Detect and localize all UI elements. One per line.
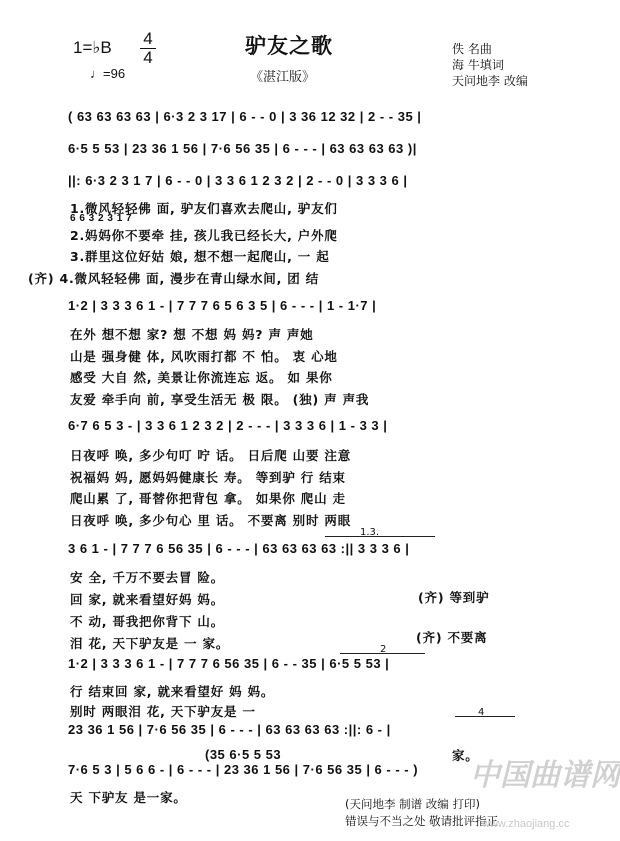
volta-bracket-13 bbox=[325, 536, 435, 537]
lyric-line: 祝福妈 妈, 愿妈妈健康长 寿。 等到驴 行 结束 bbox=[70, 470, 346, 485]
lyric-line: 感受 大自 然, 美景让你流连忘 返。 如 果你 bbox=[70, 370, 333, 385]
credit-composer: 佚 名曲 bbox=[452, 42, 492, 56]
lyric-line: 泪 花, 天下驴友是 一 家。 bbox=[70, 636, 230, 651]
footer-note: 错误与不当之处 敬请批评指正 bbox=[345, 814, 499, 828]
time-signature bbox=[140, 30, 156, 67]
volta-label-4: 4 bbox=[478, 707, 485, 718]
notation-line: ( 63 63 63 63 | 6·3 2 3 17 | 6 - - 0 | 3 36 12 32 | 2 - - 35 | bbox=[68, 109, 422, 124]
notation-line: 6·7 6 5 3 - | 3 3 6 1 2 3 2 | 2 - - - | 3 3 3 6 | 1 - 3 3 | bbox=[68, 418, 388, 433]
notation-line: 3 6 1 - | 7 7 7 6 56 35 | 6 - - - | 63 63 63 63 :|| 3 3 3 6 | bbox=[68, 541, 410, 556]
notation-line: 7·6 5 3 | 5 6 6 - | 6 - - - | 23 36 1 56 | 7·6 56 35 | 6 - - - ) bbox=[68, 762, 419, 777]
notation-line: 1·2 | 3 3 3 6 1 - | 7 7 7 6 56 35 | 6 - - 35 | 6·5 5 53 | bbox=[68, 656, 390, 671]
lyric-line: 1.微风轻轻佛 面, 驴友们喜欢去爬山, 驴友们 bbox=[70, 201, 338, 216]
lyric-line: 日夜呼 唤, 多少句叮 咛 话。 日后爬 山要 注意 bbox=[70, 448, 352, 463]
volta-label-2: 2 bbox=[380, 644, 387, 655]
notation-line: 6·5 5 53 | 23 36 1 56 | 7·6 56 35 | 6 - - - | 63 63 63 63 )| bbox=[68, 141, 417, 156]
notation-line: (35 6·5 5 53 bbox=[205, 747, 282, 762]
notation-line: 6 6 3 2 3 1 7 bbox=[70, 213, 133, 224]
lyric-line: 行 结束回 家, 就来看望好 妈 妈。 bbox=[70, 684, 275, 699]
inline-label-buyao: (齐) 不要离 bbox=[416, 630, 488, 645]
lyric-line: 在外 想不想 家? 想 不想 妈 妈? 声 声她 bbox=[70, 327, 314, 342]
volta-bracket-4 bbox=[455, 716, 515, 717]
lyric-line: 3.群里这位好姑 娘, 想不想一起爬山, 一 起 bbox=[70, 249, 330, 264]
lyric-line: 别时 两眼泪 花, 天下驴友是 一 bbox=[70, 704, 256, 719]
volta-label-13: 1.3. bbox=[360, 527, 380, 538]
song-title: 驴友之歌 bbox=[245, 33, 333, 58]
notation-line: 23 36 1 56 | 7·6 56 35 | 6 - - - | 63 63 63 63 :||: 6 - | bbox=[68, 722, 391, 737]
credit-arranger: 天问地李 改编 bbox=[452, 74, 528, 88]
meter-top: 4 bbox=[143, 29, 153, 48]
lyric-line: (齐) 4.微风轻轻佛 面, 漫步在青山绿水间, 团 结 bbox=[28, 271, 320, 286]
meter-bottom: 4 bbox=[143, 48, 153, 67]
inline-label-dengdao: (齐) 等到驴 bbox=[418, 590, 490, 605]
lyric-line: 山是 强身健 体, 风吹雨打都 不 怕。 衷 心地 bbox=[70, 349, 338, 364]
key-signature: 1=♭B bbox=[73, 38, 112, 57]
lyric-line: 友爱 牵手向 前, 享受生活无 极 限。 (独) 声 声我 bbox=[70, 392, 370, 407]
watermark-logo: 中国曲谱网 bbox=[470, 758, 620, 793]
lyric-line: 日夜呼 唤, 多少句心 里 话。 不要离 别时 两眼 bbox=[70, 513, 352, 528]
lyric-line: 天 下驴友 是一家。 bbox=[70, 790, 187, 805]
lyric-line: 安 全, 千万不要去冒 险。 bbox=[70, 570, 225, 585]
lyric-line: 爬山累 了, 哥替你把背包 拿。 如果你 爬山 走 bbox=[70, 491, 346, 506]
notation-line: 1·2 | 3 3 3 6 1 - | 7 7 7 6 5 6 3 5 | 6 - - - | 1 - 1·7 | bbox=[68, 298, 377, 313]
notation-line: ||: 6·3 2 3 1 7 | 6 - - 0 | 3 3 6 1 2 3 2 | 2 - - 0 | 3 3 3 6 | bbox=[68, 173, 408, 188]
lyric-line: 2.妈妈你不要牵 挂, 孩儿我已经长大, 户外爬 bbox=[70, 228, 338, 243]
lyric-line: 回 家, 就来看望好妈 妈。 bbox=[70, 592, 225, 607]
tempo-marking: ♩=96 bbox=[90, 66, 126, 81]
edition-label: 《湛江版》 bbox=[250, 70, 316, 85]
credit-lyricist: 海 牛填词 bbox=[452, 58, 504, 72]
footer-credit: (天问地李 制谱 改编 打印) bbox=[345, 797, 480, 811]
lyric-line: 不 动, 哥我把你背下 山。 bbox=[70, 614, 225, 629]
inline-label-jia: 家。 bbox=[452, 748, 479, 763]
watermark-url: www.zhaojiang.cc bbox=[482, 818, 570, 830]
